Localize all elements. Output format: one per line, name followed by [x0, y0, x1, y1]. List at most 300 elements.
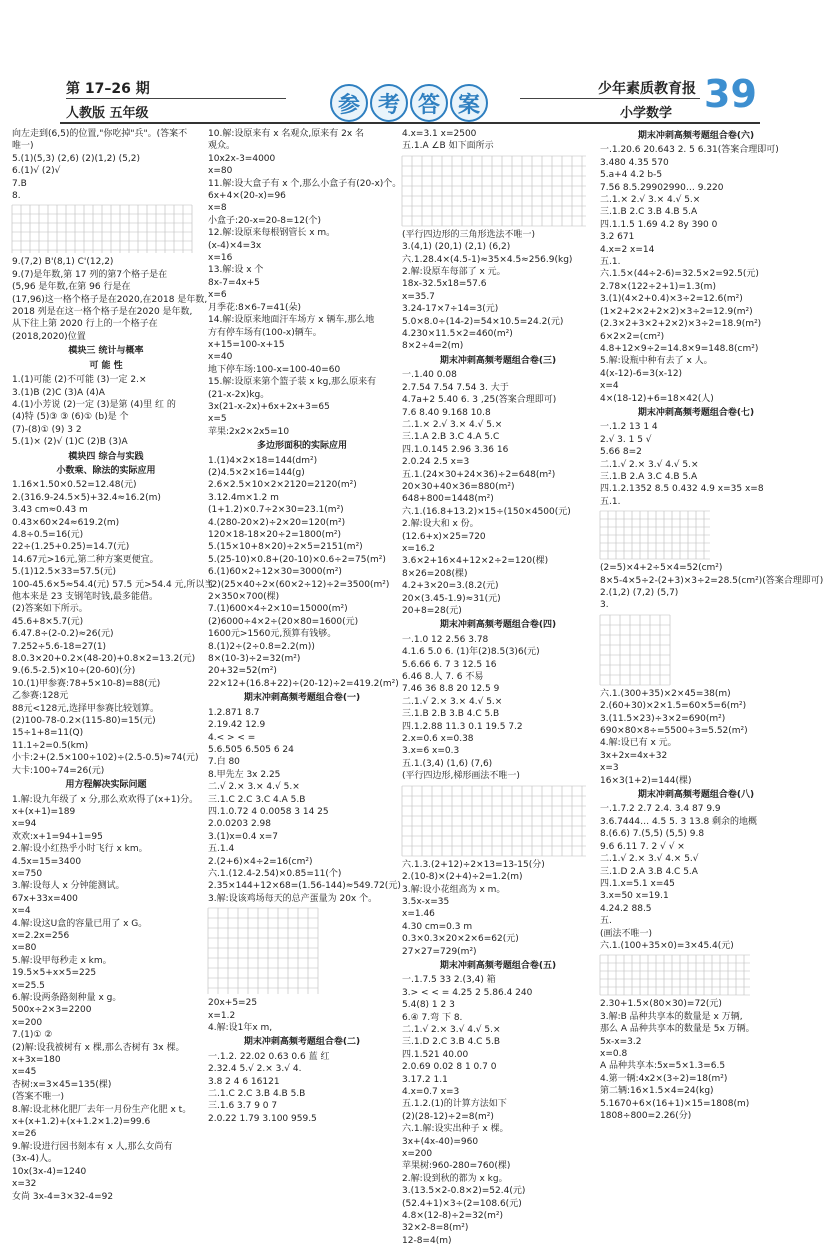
- answer-line: 8.甲先左 3x 2.25: [208, 769, 281, 780]
- answer-line: 4.解:设1年x m,: [208, 1023, 273, 1033]
- answer-line: (12.6+x)×25=720: [402, 531, 486, 542]
- answer-line: 期末冲刺高频考题组合卷(五): [439, 960, 557, 971]
- answer-line: 6×2×2=(cm²): [600, 331, 665, 342]
- answer-line: 22÷(1.25+0.25)=14.7(元): [12, 542, 130, 553]
- answer-line: 4.解:设这U盒的容量已用了 x G。: [12, 918, 148, 929]
- answer-line: 2.(2+6)×4÷2=16(cm²): [208, 856, 313, 867]
- answer-line: 六.1.(12.4-2.54)×0.85=11(个): [208, 868, 342, 879]
- answer-line: (x-4)×4=3x: [208, 240, 262, 251]
- answer-line: 7.白 80: [208, 757, 240, 768]
- answer-line: 4.30 cm=0.3 m: [402, 921, 473, 932]
- answer-line: x=16: [208, 253, 233, 264]
- answer-line: 9.6 6.11 7. 2 √ √ ×: [600, 841, 685, 852]
- answer-line: 女尚 3x-4=3×32-4=92: [12, 1191, 114, 1202]
- answer-banner: [330, 84, 488, 122]
- answer-line: x=4: [600, 381, 619, 392]
- answer-line: 5.6.66 6. 7 3 12.5 16: [402, 659, 497, 670]
- answer-column-1: [12, 128, 214, 1203]
- answer-line: 地下停车场:100-x=100-40=60: [208, 364, 341, 375]
- answer-line: 二.1.× 2.√ 3.× 4.√ 5.×: [402, 419, 503, 430]
- banner-char: 案: [450, 84, 488, 122]
- answer-line: 五.1.4: [208, 844, 235, 855]
- answer-line: 2.解:设大和 x 份。: [402, 519, 479, 530]
- answer-line: 5.0×8.0÷(14-2)=54×10.5=24.2(元): [402, 316, 564, 327]
- answer-line: 四.1.x=5.1 x=45: [600, 878, 675, 889]
- answer-line: 3.5x-x=35: [402, 896, 450, 907]
- answer-line: 5.1670+6×(16+1)×15=1808(m): [600, 1098, 750, 1109]
- answer-line: x+(x+1.2)+(x+1.2×1.2)=99.6: [12, 1117, 151, 1128]
- answer-line: 三.1.D 2.C 3.B 4.C 5.B: [402, 1037, 501, 1048]
- answer-line: 20×30+40×36=880(m²): [402, 481, 515, 492]
- answer-line: (2)(28-12)÷2=8(m²): [402, 1111, 494, 1122]
- trapezoid-grid-figure-svg: [208, 908, 318, 994]
- answer-line: 乙参赛:128元: [12, 691, 69, 702]
- answer-line: 3.x=50 x=19.1: [600, 891, 669, 902]
- answer-line: 3x+2x=4x+32: [600, 750, 668, 761]
- answer-line: 1600元>1560元,预算有钱够。: [208, 629, 337, 640]
- answer-line: 五.1.(24×30+24×36)÷2=648(m²): [402, 469, 556, 480]
- page-header: [0, 0, 800, 124]
- answer-line: 3.x=6 x=0.3: [402, 746, 460, 757]
- answer-line: 1808÷800=2.26(分): [600, 1111, 692, 1121]
- answer-line: (2)(25×40÷2×(60×2÷12)÷2=3500(m²): [208, 579, 390, 590]
- answer-line: 67x+33x=400: [12, 893, 78, 904]
- quadrilateral-grid-figure: [600, 955, 792, 995]
- answer-line: 多边形面积的实际应用: [256, 441, 347, 452]
- trapezoid-grid-figure: [208, 908, 396, 994]
- answer-line: 一.1.0 12 2.56 3.78: [402, 634, 489, 645]
- answer-line: 小数乘、除法的实际应用: [56, 465, 156, 476]
- composite-shape-figure-svg: [600, 511, 710, 559]
- answer-line: 4.x=2 x=14: [600, 244, 655, 255]
- answer-line: 期末冲刺高频考题组合卷(八): [637, 790, 755, 801]
- answer-line: (画法不唯一): [600, 928, 653, 939]
- answer-line: 2.0.24 2.5 x=3: [402, 457, 470, 468]
- answer-line: 一.1.40 0.08: [402, 370, 457, 381]
- parallelogram-grid-figure-svg: [402, 786, 586, 856]
- answer-line: 6.解:设两条路刻种量 x g。: [12, 993, 122, 1003]
- triangle-grid-figure-svg: [402, 156, 586, 226]
- answer-line: 0.43×60×24≈619.2(m): [12, 517, 120, 528]
- answer-line: 六.1.28.4×(4.5-1)≈35×4.5≈256.9(kg): [402, 254, 573, 265]
- answer-line: 690×80×8÷=5500÷3=5.52(m²): [600, 726, 748, 737]
- answer-line: 12.解:设原来每根钢管长 x m。: [208, 228, 336, 239]
- answer-line: x=0.8: [600, 1048, 628, 1059]
- answer-line: 10x(3x-4)=1240: [12, 1166, 87, 1177]
- answer-line: 大卡:100÷74=26(元): [12, 765, 105, 776]
- answer-line: 6.(1)60×2÷12×30=3000(m²): [208, 567, 342, 578]
- answer-line: 3.(1)(4×2+0.4)×3÷2=12.6(m²): [600, 294, 743, 305]
- answer-line: 欢欢:x+1=94+1=95: [12, 831, 103, 842]
- answer-line: 5.(1)× (2)√ (1)C (2)B (3)A: [12, 437, 128, 448]
- header-rule: [66, 98, 286, 99]
- answer-line: 2.解:设小红热乎小时飞行 x km。: [12, 844, 148, 855]
- answer-line: 3.8 2 4 6 16121: [208, 1076, 280, 1087]
- answer-line: x=94: [12, 819, 37, 830]
- answer-line: 1.(1)可能 (2)不可能 (3)一定 2.×: [12, 375, 147, 386]
- answer-column-3: [402, 128, 594, 1247]
- answer-line: 4.230×11.5×2=460(m²): [402, 329, 513, 340]
- answer-line: 12-8=4(m): [402, 1235, 452, 1246]
- answer-line: 8×(10-3)÷2=32(m²): [208, 654, 301, 665]
- answer-line: (平行四边形,梯形画法不唯一): [402, 771, 520, 782]
- answer-line: 三.1.B 2.B 3.B 4.C 5.B: [402, 709, 500, 720]
- answer-line: (2)解:设我被树有 x 棵,那么杏树有 3x 棵。: [12, 1042, 185, 1053]
- answer-line: x=32: [12, 1179, 37, 1190]
- answer-line: x+15=100-x+15: [208, 339, 285, 350]
- answer-line: 7.(1)600×4÷2×10=15000(m²): [208, 604, 348, 615]
- answer-line: x+(x+1)=189: [12, 806, 76, 817]
- answer-column-4: [600, 128, 823, 1122]
- triangle-grid-figure: [402, 156, 594, 226]
- answer-line: (1×2+2×2+2×2)×3÷2=12.9(m²): [600, 306, 753, 317]
- quadrilateral-grid-figure-svg: [600, 955, 750, 995]
- answer-line: 32×2-8=8(m²): [402, 1223, 469, 1234]
- answer-line: 4.< > < =: [208, 732, 256, 743]
- answer-line: x=6: [208, 290, 227, 301]
- answer-line: 2.6×2.5×10×2×2120=2120(m²): [208, 480, 357, 491]
- answer-line: x=45: [12, 1067, 37, 1078]
- answer-line: 1.16×1.50×0.52=12.48(元): [12, 480, 137, 491]
- answer-line: (2=5)×4+2÷5×4=52(cm²): [600, 563, 723, 574]
- answer-line: 6.46 8.人 7. 6 不易: [402, 672, 484, 683]
- triangle-translation-figure-svg: [12, 205, 192, 253]
- answer-line: 2018 列是在这一格个格子是在2020 是年数,: [12, 307, 193, 318]
- answer-line: 4.5x=15=3400: [12, 856, 82, 867]
- answer-line: 5.(25-10)×0.8+(20-10)×0.6÷2=75(m²): [208, 554, 386, 565]
- answer-line: 苹果:2x2×2x5=10: [208, 426, 290, 437]
- answer-line: 2.(1,2) (7,2) (5,7): [600, 588, 679, 598]
- answer-line: 16×3(1+2)=144(棵): [600, 775, 692, 786]
- answer-line: 他本来是 23 支钢笔时钱,最多能借。: [12, 592, 159, 602]
- answer-line: (平行四边形的三角形选法不唯一): [402, 229, 536, 240]
- answer-line: 2.0.69 0.02 8 1 0.7 0: [402, 1062, 497, 1073]
- answer-line: 2.7.54 7.54 7.54 3. 大于: [402, 382, 509, 393]
- answer-line: 4.x=0.7 x=3: [402, 1087, 460, 1097]
- answer-line: 7.252÷5.6-18=27(1): [12, 641, 107, 652]
- answer-line: 1.解:设九年级了 x 分,那么欢欢得了(x+1)分。: [12, 794, 199, 805]
- answer-line: 5x-x=3.2: [600, 1036, 642, 1047]
- answer-line: 用方程解决实际问题: [65, 780, 147, 791]
- go-board-figure-svg: [600, 615, 670, 685]
- answer-line: 9.(7)是年数,第 17 列的第7个格子是在: [12, 269, 168, 280]
- answer-line: 二.1.× 2.√ 3.× 4.√ 5.×: [600, 195, 701, 206]
- answer-line: 3.6.7444… 4.5 5. 3 13.8 剩余的地概: [600, 816, 758, 827]
- answer-line: 20+8=28(元): [402, 606, 462, 616]
- answer-line: 六.1.解:设实出种子 x 棵。: [402, 1124, 509, 1135]
- answer-line: 3.480 4.35 570: [600, 157, 669, 168]
- answer-line: x=80: [12, 943, 37, 954]
- answer-line: 月季花:8×6-7=41(朵): [208, 302, 302, 313]
- answer-line: 20+32=52(m²): [208, 666, 277, 677]
- answer-line: 4×(18-12)+6=18×42(人): [600, 393, 714, 404]
- answer-line: 一.1.7.2 2.7 2.4. 3.4 87 9.9: [600, 804, 721, 815]
- answer-line: 8.解:设北林化肥厂去年一月份生产化肥 x t。: [12, 1104, 192, 1115]
- answer-line: 五.1.(3,4) (1,6) (7,6): [402, 758, 493, 769]
- answer-line: 4(x-12)-6=3(x-12): [600, 368, 683, 379]
- answer-line: 六.1.(300+35)×2×45=38(m): [600, 688, 731, 699]
- answer-line: 88元<128元,选择甲参赛比较划算。: [12, 703, 160, 714]
- answer-line: 3.(4,1) (20,1) (2,1) (6,2): [402, 242, 511, 253]
- answer-line: 杏树:x=3×45=135(棵): [12, 1079, 112, 1090]
- answer-line: 5.解:设甲每秒走 x km。: [12, 955, 112, 966]
- edition-grade: 人教版 五年级: [66, 106, 149, 121]
- answer-line: 4.2+3×20=3.(8.2(元): [402, 581, 499, 592]
- answer-line: (52.4+1)×3÷(2=108.6(元): [402, 1198, 522, 1209]
- answer-line: 4.(1)小芳说 (2)一定 (3)是第 (4)里 红 的: [12, 399, 176, 410]
- answer-line: 四.1.521 40.00: [402, 1049, 469, 1060]
- answer-line: x=2.2x=256: [12, 930, 70, 941]
- answer-line: 2.解:设到秋的都为 x kg。: [402, 1173, 508, 1184]
- header-rule: [520, 98, 700, 99]
- subject-name: 小学数学: [620, 106, 673, 121]
- answer-line: 2.35×144+12×68=(1.56-144)≈549.72(元): [208, 881, 401, 892]
- answer-line: x=35.7: [402, 291, 435, 302]
- answer-line: 5.(1)(5,3) (2,6) (2)(1,2) (5,2): [12, 153, 141, 164]
- answer-line: x=750: [12, 868, 43, 879]
- answer-line: 8×5-4×5÷2-(2+3)×3÷2=28.5(cm²)(答案合理即可): [600, 575, 823, 586]
- answer-line: 9.(7,2) B'(8,1) C'(12,2): [12, 257, 114, 268]
- answer-line: 5.4(8) 1 2 3: [402, 1000, 455, 1011]
- answer-line: 5.a+4 4.2 b-5: [600, 170, 663, 181]
- answer-line: 7.B: [12, 178, 27, 189]
- answer-line: 4.8+12×9÷2=14.8×9=148.8(cm²): [600, 343, 759, 354]
- answer-line: 500x÷2×3=2200: [12, 1005, 92, 1016]
- answer-line: 二.1.C 2.C 3.B 4.B 5.B: [208, 1089, 306, 1100]
- answer-line: 3.12.4m×1.2 m: [208, 492, 279, 503]
- answer-line: 4.1.6 5.0 6. (1)年(2)8.5(3)6(元): [402, 647, 540, 658]
- answer-line: x=1.2: [208, 1010, 236, 1021]
- answer-line: 4.8÷0.5=16(元): [12, 529, 84, 540]
- answer-line: 15.解:设原来第个篮子装 x kg,那么原来有: [208, 377, 377, 388]
- answer-line: 20x+5=25: [208, 998, 258, 1009]
- answer-line: (2)6000÷4×2÷(20×80=1600(元): [208, 616, 359, 627]
- answer-line: 二.1.√ 2.× 3.√ 4.× 5.√: [600, 854, 699, 865]
- answer-line: 7.46 36 8.8 20 12.5 9: [402, 684, 500, 695]
- answer-line: 唯一): [12, 141, 34, 152]
- answer-line: 5.66 8=2: [600, 447, 642, 458]
- answer-line: x=5: [208, 414, 227, 425]
- answer-line: 4.24.2 88.5: [600, 903, 652, 914]
- answer-line: 三.1.A 2.B 3.C 4.A 5.C: [402, 432, 500, 443]
- answer-line: 19.5×5+x×5=225: [12, 968, 97, 979]
- answer-line: 期末冲刺高频考题组合卷(二): [243, 1037, 361, 1048]
- answer-line: 3.(1)x=0.4 x=7: [208, 831, 278, 842]
- answer-line: 六.1.5×(44÷2-6)=32.5×2=92.5(元): [600, 269, 759, 280]
- answer-line: 8×26=208(棵): [402, 568, 468, 579]
- answer-line: 期末冲刺高频考题组合卷(一): [243, 693, 361, 704]
- answer-line: 14.67元>16元,第二种方案更便宜。: [12, 554, 159, 565]
- answer-line: 13.解:设 x 个: [208, 265, 264, 276]
- answer-line: 6.47.8÷(2-0.2)≈26(元): [12, 629, 114, 640]
- answer-line: 五.: [600, 916, 612, 927]
- answer-line: 8.0.3×20+0.2×(48-20)+0.8×2=13.2(元): [12, 654, 196, 665]
- answer-line: 120×18-18×20÷2=1800(m²): [208, 530, 341, 540]
- answer-line: 六.1.(16.8+13.2)×15÷(150×4500(元): [402, 506, 571, 517]
- answer-line: 期末冲刺高频考题组合卷(三): [439, 355, 557, 366]
- answer-line: 8x-7=4x+5: [208, 277, 260, 288]
- answer-line: 三.1.B 2.C 3.B 4.B 5.A: [600, 207, 698, 218]
- answer-line: 1.2.871 8.7: [208, 707, 260, 718]
- page-number: 39: [704, 72, 757, 116]
- answer-line: 模块四 综合与实践: [68, 451, 144, 462]
- answer-line: 五.1.2.(1)的计算方法如下: [402, 1099, 507, 1110]
- answer-line: 5.解:设瓶中种有去了 x 人。: [600, 356, 713, 367]
- answer-line: x=80: [208, 166, 233, 177]
- answer-line: 11.解:设大盒子有 x 个,那么小盒子有(20-x)个。: [208, 178, 402, 189]
- answer-line: 三.1.D 2.A 3.B 4.C 5.A: [600, 866, 698, 877]
- answer-line: 4.第一辆:4x2×(3÷2)=18(m²): [600, 1073, 728, 1084]
- answer-line: 2.解:设原车每部了 x 元。: [402, 267, 506, 278]
- answer-line: 小盒子:20-x=20-8=12(个): [208, 215, 322, 226]
- answer-line: 向左走到(6,5)的位置,"你吃掉"兵"。(答案不: [12, 129, 188, 139]
- answer-line: 二.√ 2.× 3.× 4.√ 5.×: [208, 782, 300, 793]
- answer-line: 四.1.1.5 1.69 4.2 8y 390 0: [600, 219, 718, 230]
- answer-line: 8.(6.6) 7.(5,5) (5,5) 9.8: [600, 829, 705, 840]
- answer-line: 二.1.√ 2.× 3.√ 4.√ 5.×: [402, 1024, 501, 1035]
- answer-line: 2.32.4 5.√ 2.× 3.√ 4.: [208, 1064, 302, 1075]
- answer-line: 10.(1)甲参赛:78+5×10-8)=88(元): [12, 678, 161, 689]
- answer-line: 2.78×(122÷2+1)=1.3(m): [600, 281, 716, 292]
- answer-line: 3x(21-x-2x)+6x+2x+3=65: [208, 401, 330, 412]
- header-bottom-rule: [60, 122, 760, 124]
- answer-line: 期末冲刺高频考题组合卷(六): [637, 131, 755, 141]
- answer-line: 3.(11.5×23)÷3×2=690(m²): [600, 713, 726, 724]
- answer-line: 4.(280-20×2)÷2×20=120(m²): [208, 517, 346, 528]
- answer-line: 四.1.0.72 4 0.0058 3 14 25: [208, 806, 329, 817]
- answer-line: x+3x=180: [12, 1055, 61, 1066]
- answer-line: 四.1.0.145 2.96 3.36 16: [402, 444, 509, 455]
- answer-line: 3.2 671: [600, 232, 635, 243]
- answer-line: 苹果树:960-280=760(棵): [402, 1161, 511, 1172]
- answer-line: 5.6.505 6.505 6 24: [208, 744, 294, 755]
- answer-column-2: [208, 128, 402, 1125]
- answer-line: 8.: [12, 191, 21, 202]
- answer-line: A 品种共享本:5x=5×1.3=6.5: [600, 1061, 726, 1072]
- answer-line: (2018,2020)位置: [12, 331, 86, 342]
- answer-line: (3x-4)人。: [12, 1154, 58, 1165]
- answer-line: 期末冲刺高频考题组合卷(四): [439, 620, 557, 631]
- answer-line: 7.(1)① ②: [12, 1030, 53, 1041]
- answer-line: x=200: [12, 1017, 43, 1028]
- answer-line: 4.8×(12-8)÷2=32(m²): [402, 1211, 503, 1222]
- answer-line: 45.6+8×5.7(元): [12, 616, 84, 627]
- answer-line: 3.24-17×7÷14=3(元): [402, 304, 499, 315]
- answer-line: 3.: [600, 600, 609, 611]
- answer-line: 9.解:设进行园书刻本有 x 人,那么女尚有: [12, 1141, 173, 1152]
- answer-line: 14.解:设原来地面汗车场方 x 辆车,那么地: [208, 315, 375, 326]
- answer-line: 3.(1)B (2)C (3)A (4)A: [12, 387, 105, 398]
- answer-line: 5.(15×10+8×20)÷2×5=2151(m²): [208, 542, 363, 553]
- answer-line: (4)特 (5)③ ③ (6)① (b)是 个: [12, 412, 129, 423]
- answer-line: 二.1.√ 2.× 3.√ 4.√ 5.×: [600, 459, 699, 470]
- answer-line: 2.√ 3. 1 5 √: [600, 434, 652, 445]
- answer-line: 3.(13.5×2-0.8×2)=52.4(元): [402, 1186, 526, 1197]
- answer-line: (21-x-2x)kg。: [208, 389, 270, 400]
- answer-line: 11.1÷2=0.5(km): [12, 740, 89, 751]
- answer-line: 一.1.20.6 20.643 2. 5 6.31(答案合理即可): [600, 145, 779, 156]
- answer-line: 27×27=729(m²): [402, 946, 477, 957]
- answer-line: 18x-32.5x18=57.6: [402, 279, 487, 290]
- banner-char: 考: [370, 84, 408, 122]
- answer-line: 2.0.22 1.79 3.100 959.5: [208, 1113, 317, 1124]
- answer-line: 9.(6.5-2.5)×10÷(20-60)(分): [12, 666, 136, 677]
- banner-char: 答: [410, 84, 448, 122]
- answer-line: 六.1.3.(2+12)÷2×13=13-15(分): [402, 859, 545, 870]
- answer-line: (2)100-78-0.2×(115-80)=15(元): [12, 716, 156, 727]
- answer-line: 8×2÷4=2(m): [402, 341, 464, 352]
- answer-line: (答案不唯一): [12, 1092, 65, 1103]
- answer-line: 方有停车场有(100-x)辆车。: [208, 327, 322, 338]
- answer-line: 2.30+1.5×(80×30)=72(元): [600, 999, 722, 1010]
- answer-line: 一.1.7.5 33 2.(3,4) 箱: [402, 975, 496, 986]
- answer-line: 10.解:设原来有 x 名观众,原来有 2x 名: [208, 129, 365, 139]
- answer-line: x=25.5: [12, 980, 45, 991]
- answer-line: 3.解:设每人 x 分钟能测试。: [12, 881, 125, 892]
- answer-line: 3.解:设小花组高为 x m。: [402, 884, 506, 895]
- answer-line: 五.1.A ∠B 如下面所示: [402, 141, 494, 152]
- answer-line: 3.> < < = 4.25 2 5.86.4 240: [402, 987, 533, 998]
- answer-line: 3.17.2 1.1: [402, 1074, 448, 1085]
- answer-line: 648+800=1448(m²): [402, 494, 494, 505]
- triangle-translation-figure: [12, 205, 200, 253]
- answer-line: 22×12+(16.8+22)÷(20-12)÷2=419.2(m²): [208, 678, 399, 689]
- answer-line: 六.1.(100+35×0)=3×45.4(元): [600, 940, 734, 951]
- answer-line: 6.(1)√ (2)√: [12, 166, 61, 177]
- answer-line: 三.1.6 3.7 9 0 7: [208, 1101, 278, 1112]
- answer-line: 2.(60+30)×2×1.5=60×5=6(m²): [600, 701, 747, 712]
- answer-line: x=4: [12, 906, 31, 917]
- answer-line: 4.x=3.1 x=2500: [402, 129, 477, 139]
- answer-line: 一.1.2. 22.02 0.63 0.6 蓝 红: [208, 1051, 330, 1062]
- answer-line: 2.(316.9-24.5×5)+32.4≈16.2(m): [12, 492, 161, 503]
- answer-line: x=200: [402, 1149, 433, 1160]
- answer-line: 8.(1)2÷(2÷0.8=2.2(m)): [208, 641, 315, 652]
- answer-line: 2.19.42 12.9: [208, 720, 266, 731]
- answer-line: (1+1.2)×0.7÷2×30=23.1(m²): [208, 505, 344, 516]
- answer-line: 7.56 8.5.29902990… 9.220: [600, 182, 724, 193]
- answer-line: 观众。: [208, 141, 236, 152]
- answer-line: 100-45.6×5≈54.4(元) 57.5 元>54.4 元,所以当: [12, 579, 214, 590]
- answer-line: (5,96 是年数,在第 96 行是在: [12, 282, 131, 293]
- composite-shape-figure: [600, 511, 792, 559]
- answer-line: 那么 A 品种共享本的数量是 5x 万辆。: [600, 1024, 755, 1035]
- answer-line: 4.解:设已有 x 元。: [600, 738, 677, 749]
- answer-line: 3.解:设该鸡场每天的总产蛋量为 20x 个。: [208, 893, 378, 904]
- answer-line: (17,96)这一格个格子是在2020,在2018 是年数,: [12, 294, 208, 305]
- answer-line: x=8: [208, 203, 227, 214]
- newspaper-name: 少年素质教育报: [598, 81, 696, 97]
- answer-line: x=40: [208, 352, 233, 363]
- answer-line: 2×350×700(棵): [208, 592, 280, 603]
- answer-line: x=26: [12, 1129, 37, 1140]
- answer-line: 20×(3.45-1.9)≈31(元): [402, 593, 501, 604]
- answer-line: 2.(10-8)×(2+4)÷2=1.2(m): [402, 872, 523, 883]
- answer-line: 0.3×0.3×20×2×6=62(元): [402, 934, 519, 945]
- answer-line: 一.1.2 13 1 4: [600, 422, 658, 433]
- answer-line: 小卡:2+(2.5×100÷102)÷(2.5-0.5)≈74(元): [12, 753, 199, 764]
- answer-line: (2)4.5×2×16=144(g): [208, 467, 305, 478]
- answer-line: 第二辆:16×1.5×4=24(kg): [600, 1086, 714, 1097]
- answer-line: 二.1.√ 2.× 3.× 4.√ 5.×: [402, 696, 503, 707]
- answer-line: 4.7a+2 5.40 6. 3 ,25(答案合理即可): [402, 395, 557, 406]
- answer-line: 四.1.2.1352 8.5 0.432 4.9 x=35 x=8: [600, 484, 764, 495]
- answer-line: (2)答案如下所示。: [12, 604, 88, 615]
- answer-line: 6.④ 7.弯 下 8.: [402, 1012, 463, 1023]
- answer-line: (2.3×2+3×2+2×2)×3÷2=18.9(m²): [600, 319, 762, 330]
- answer-line: 可 能 性: [89, 360, 123, 371]
- answer-line: x=3: [600, 763, 619, 774]
